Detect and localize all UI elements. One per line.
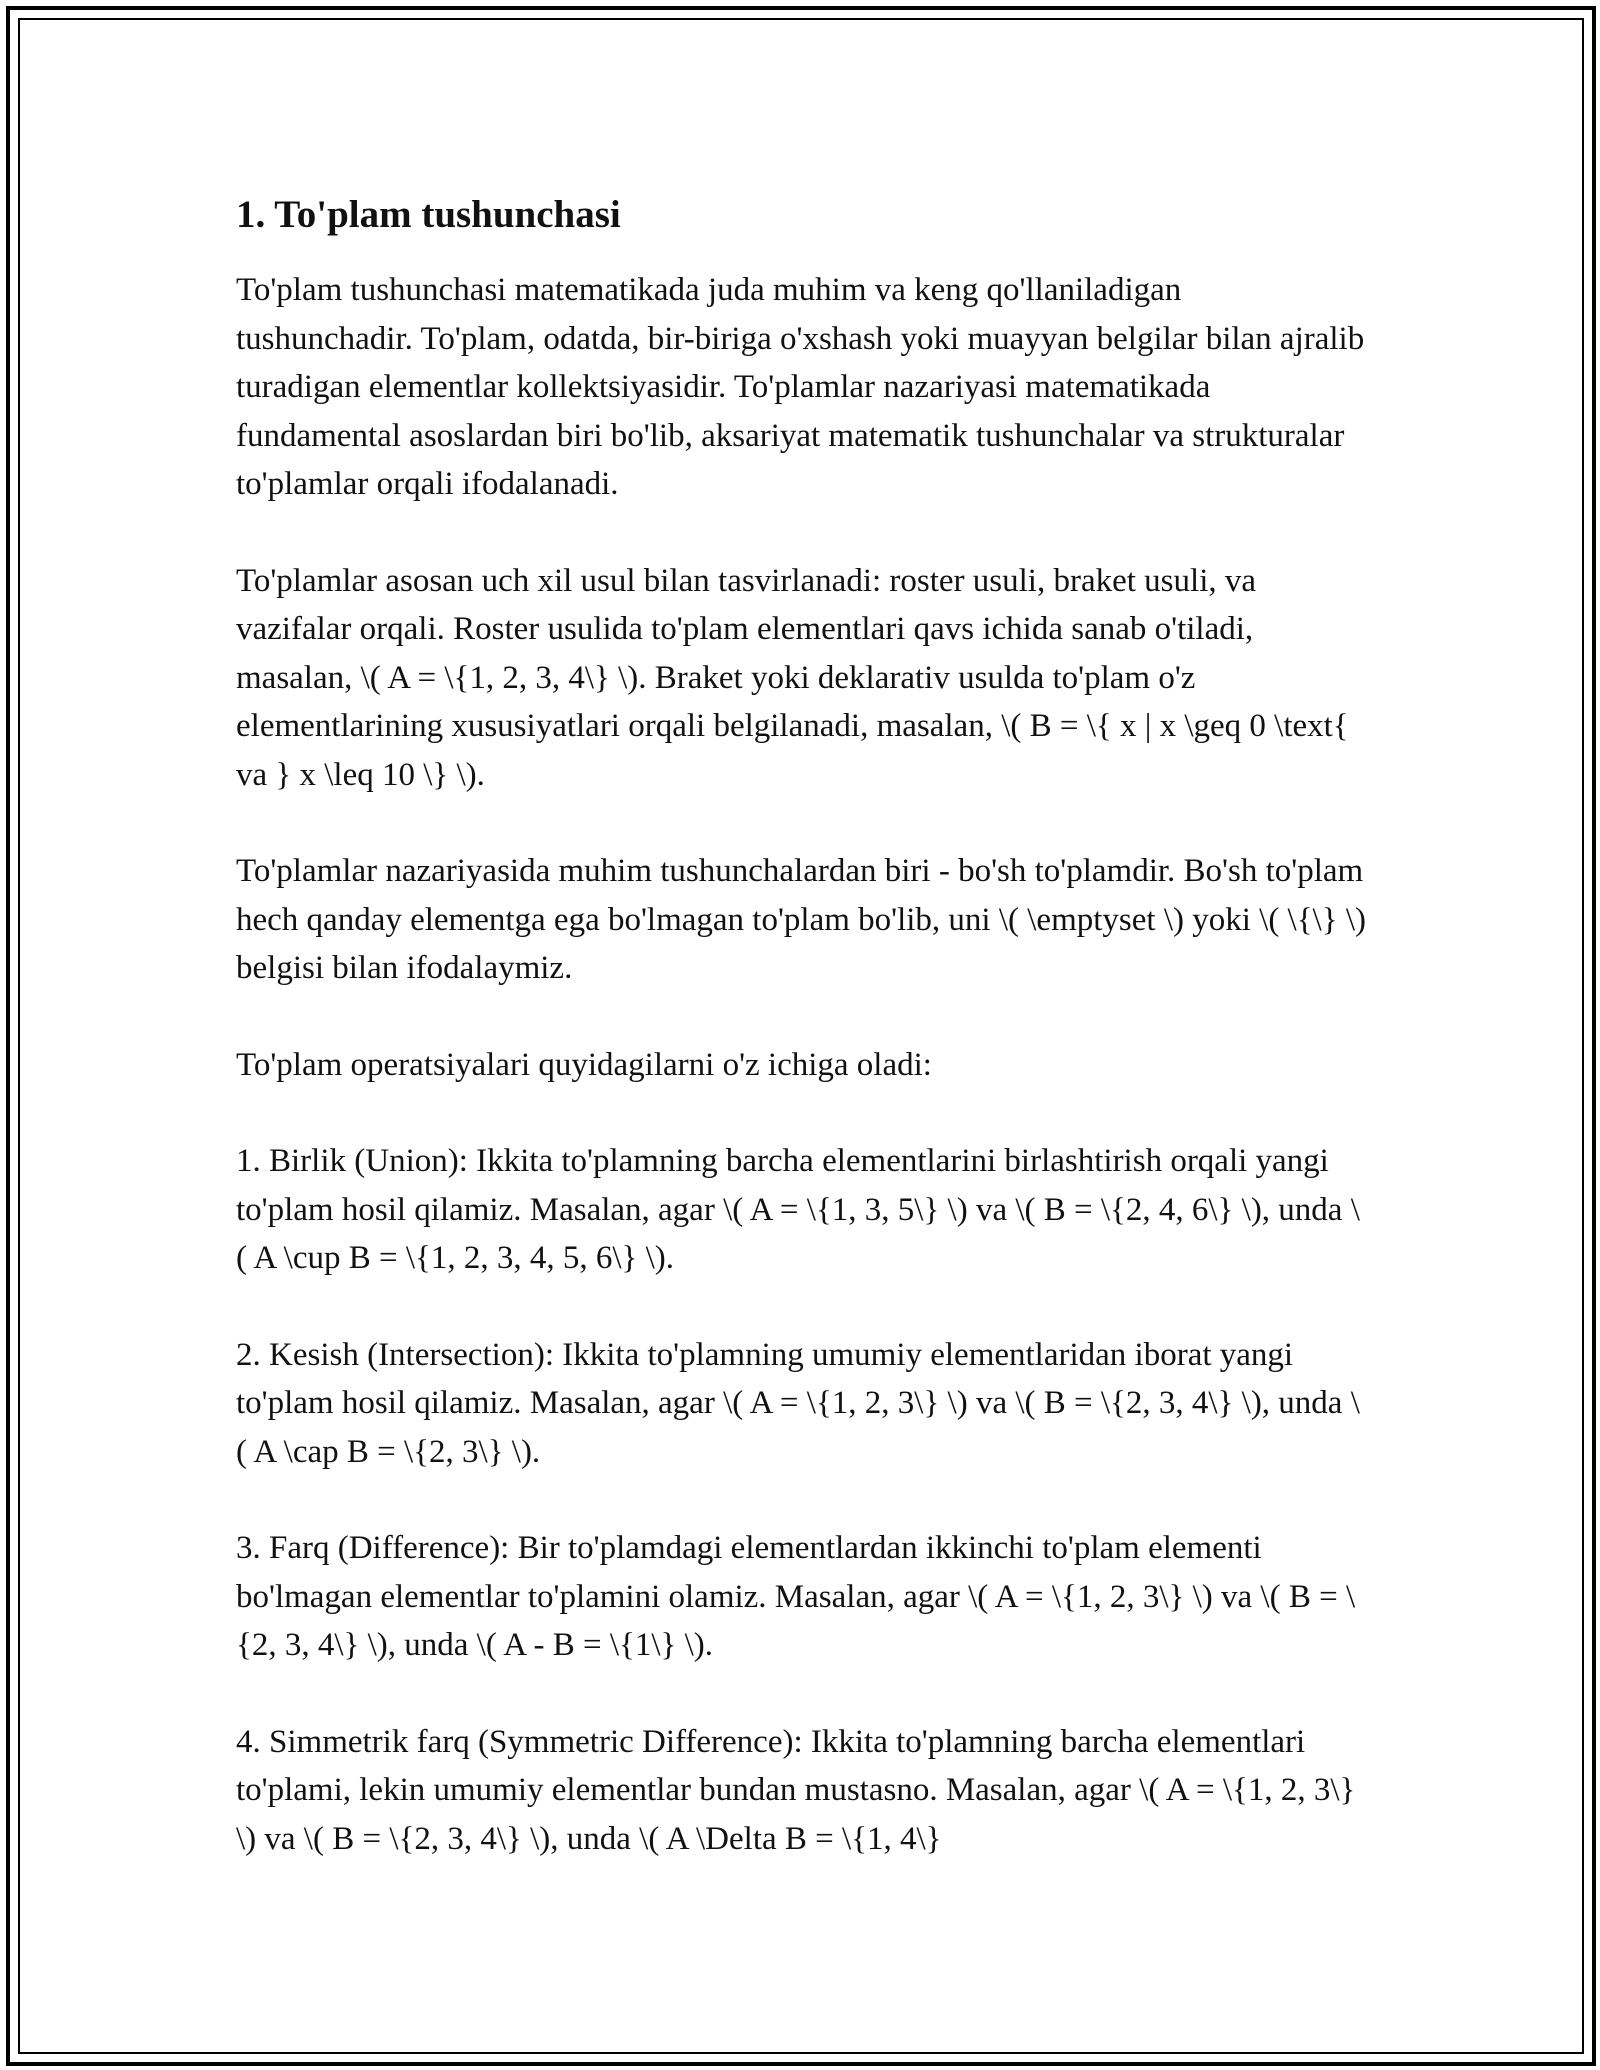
paragraph-intersection: 2. Kesish (Intersection): Ikkita to'plamning umumiy elementlaridan iborat yangi to'plam hosil qilamiz. Masalan, agar \( A = \{1, 2, 3\} \) va \( B = \{2, 3, 4\} \), unda \( A \cap B = \{2, 3\} \). (236, 1336, 1360, 1470)
paragraph-difference: 3. Farq (Difference): Bir to'plamdagi elementlardan ikkinchi to'plam elementi bo'lmagan elementlar to'plamini olamiz. Masalan, agar \( A = \{1, 2, 3\} \) va \( B = \{2, 3, 4\} \), unda \( A - B = \{1\} \). (236, 1530, 1356, 1663)
paragraph-empty-set: To'plamlar nazariyasida muhim tushunchalardan biri - bo'sh to'plamdir. Bo'sh to'plam hech qanday elementga ega bo'lmagan to'plam bo'lib, uni \( \emptyset \) yoki \( \{\} \) belgisi bilan ifodalaymiz. (236, 853, 1366, 986)
paragraph-union: 1. Birlik (Union): Ikkita to'plamning barcha elementlarini birlashtirish orqali yangi to'plam hosil qilamiz. Masalan, agar \( A = \{1, 3, 5\} \) va \( B = \{2, 4, 6\} \), unda \( A \cup B = \{1, 2, 3, 4, 5, 6\} \). (236, 1143, 1360, 1276)
section-heading: 1. To'plam tushunchasi (236, 193, 621, 236)
document-body (236, 190, 1366, 1911)
paragraph-symmetric-difference: 4. Simmetrik farq (Symmetric Difference): Ikkita to'plamning barcha elementlari to'plami, lekin umumiy elementlar bundan mustasno. Masalan, agar \( A = \{1, 2, 3\} \) va \( B = \{2, 3, 4\} \), unda \( A \Delta B = \{1, 4\} (236, 1723, 1356, 1857)
paragraph-intro: To'plam tushunchasi matematikada juda muhim va keng qo'llaniladigan tushunchadir. To'plam, odatda, bir-biriga o'xshash yoki muayyan belgilar bilan ajralib turadigan elementlar kollektsiyasidir. To'plamlar nazariyasi matematikada fundamental asoslardan biri bo'lib, aksariyat matematik tushunchalar va strukturalar to'plamlar orqali ifodalanadi. (236, 272, 1365, 502)
paragraph-operations-intro: To'plam operatsiyalari quyidagilarni o'z ichiga oladi: (236, 1046, 932, 1083)
paragraph-representation-methods: To'plamlar asosan uch xil usul bilan tasvirlanadi: roster usuli, braket usuli, va vazifalar orqali. Roster usulida to'plam elementlari qavs ichida sanab o'tiladi, masalan, \( A = \{1, 2, 3, 4\} \). Braket yoki deklarativ usulda to'plam o'z elementlarining xususiyatlari orqali belgilanadi, masalan, \( B = \{ x | x \geq 0 \text{ va } x \leq 10 \} \). (236, 562, 1349, 793)
